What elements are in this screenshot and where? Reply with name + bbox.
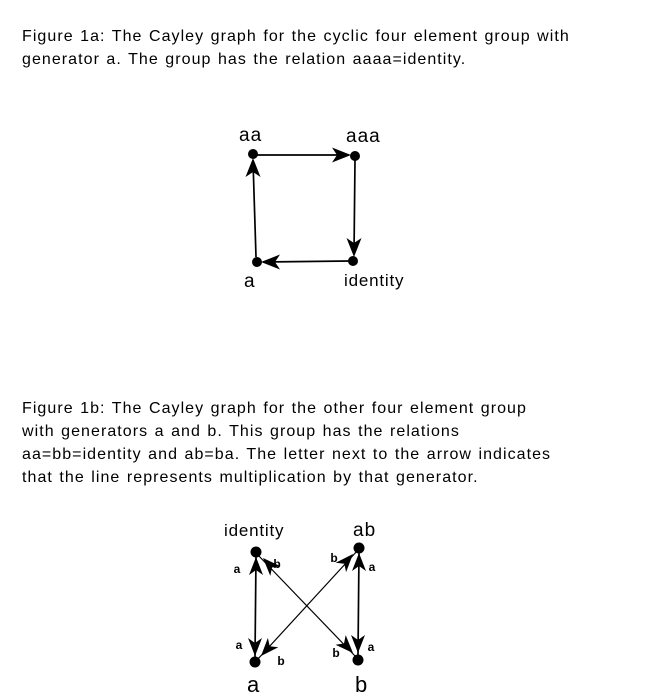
node-label-identity: identity xyxy=(224,521,285,540)
node-aa xyxy=(248,149,258,159)
generator-letter-ab-vertical: a xyxy=(368,560,376,574)
edge-identity-to-a xyxy=(263,261,349,262)
node-aaa xyxy=(350,151,360,161)
node-b xyxy=(353,655,364,666)
node-label-aaa: aaa xyxy=(346,126,381,147)
node-label-a: a xyxy=(244,271,256,292)
figure-1a-caption xyxy=(22,25,570,71)
node-label-identity: identity xyxy=(344,271,405,290)
node-label-a: a xyxy=(247,672,261,697)
edge-a-to-aa xyxy=(253,161,256,257)
generator-letter-ab-diagonal: b xyxy=(330,551,338,565)
node-label-ab: ab xyxy=(353,520,377,541)
generator-letter-a-vertical: a xyxy=(235,638,243,652)
figure-1b-caption-line-2: with generators a and b. This group has the relations xyxy=(22,423,460,440)
node-label-aa: aa xyxy=(239,125,263,146)
generator-letter-b-diagonal: b xyxy=(332,646,340,660)
generator-letter-identity-diagonal: b xyxy=(273,557,281,571)
generator-letter-b-vertical: a xyxy=(367,640,375,654)
node-label-b: b xyxy=(355,672,369,697)
figure-1b-caption-line-3: aa=bb=identity and ab=ba. The letter next to the arrow indicates xyxy=(22,446,552,463)
figure-1b-caption-line-4: that the line represents multiplication by that generator. xyxy=(22,469,479,486)
figure-1b-caption xyxy=(22,397,551,489)
figure-1b-cayley-graph xyxy=(0,488,650,700)
generator-letter-identity-vertical: a xyxy=(233,562,241,576)
figure-1b-caption-line-1: Figure 1b: The Cayley graph for the other four element group xyxy=(22,400,527,417)
figure-1a-cayley-graph xyxy=(0,110,650,310)
arrowhead-downleft-into-a-b xyxy=(261,638,278,656)
generator-letter-a-diagonal: b xyxy=(277,654,285,668)
node-identity xyxy=(348,256,358,266)
edge-aaa-to-identity xyxy=(354,160,355,254)
node-identity xyxy=(251,547,262,558)
arrowhead-upright-into-ab-b xyxy=(336,554,353,572)
node-a xyxy=(250,657,261,668)
node-a xyxy=(252,257,262,267)
figure-1a-caption-line-1: Figure 1a: The Cayley graph for the cyclic four element group with xyxy=(22,28,570,45)
node-ab xyxy=(354,543,365,554)
figure-1a-caption-line-2: generator a. The group has the relation aaaa=identity. xyxy=(22,51,467,68)
